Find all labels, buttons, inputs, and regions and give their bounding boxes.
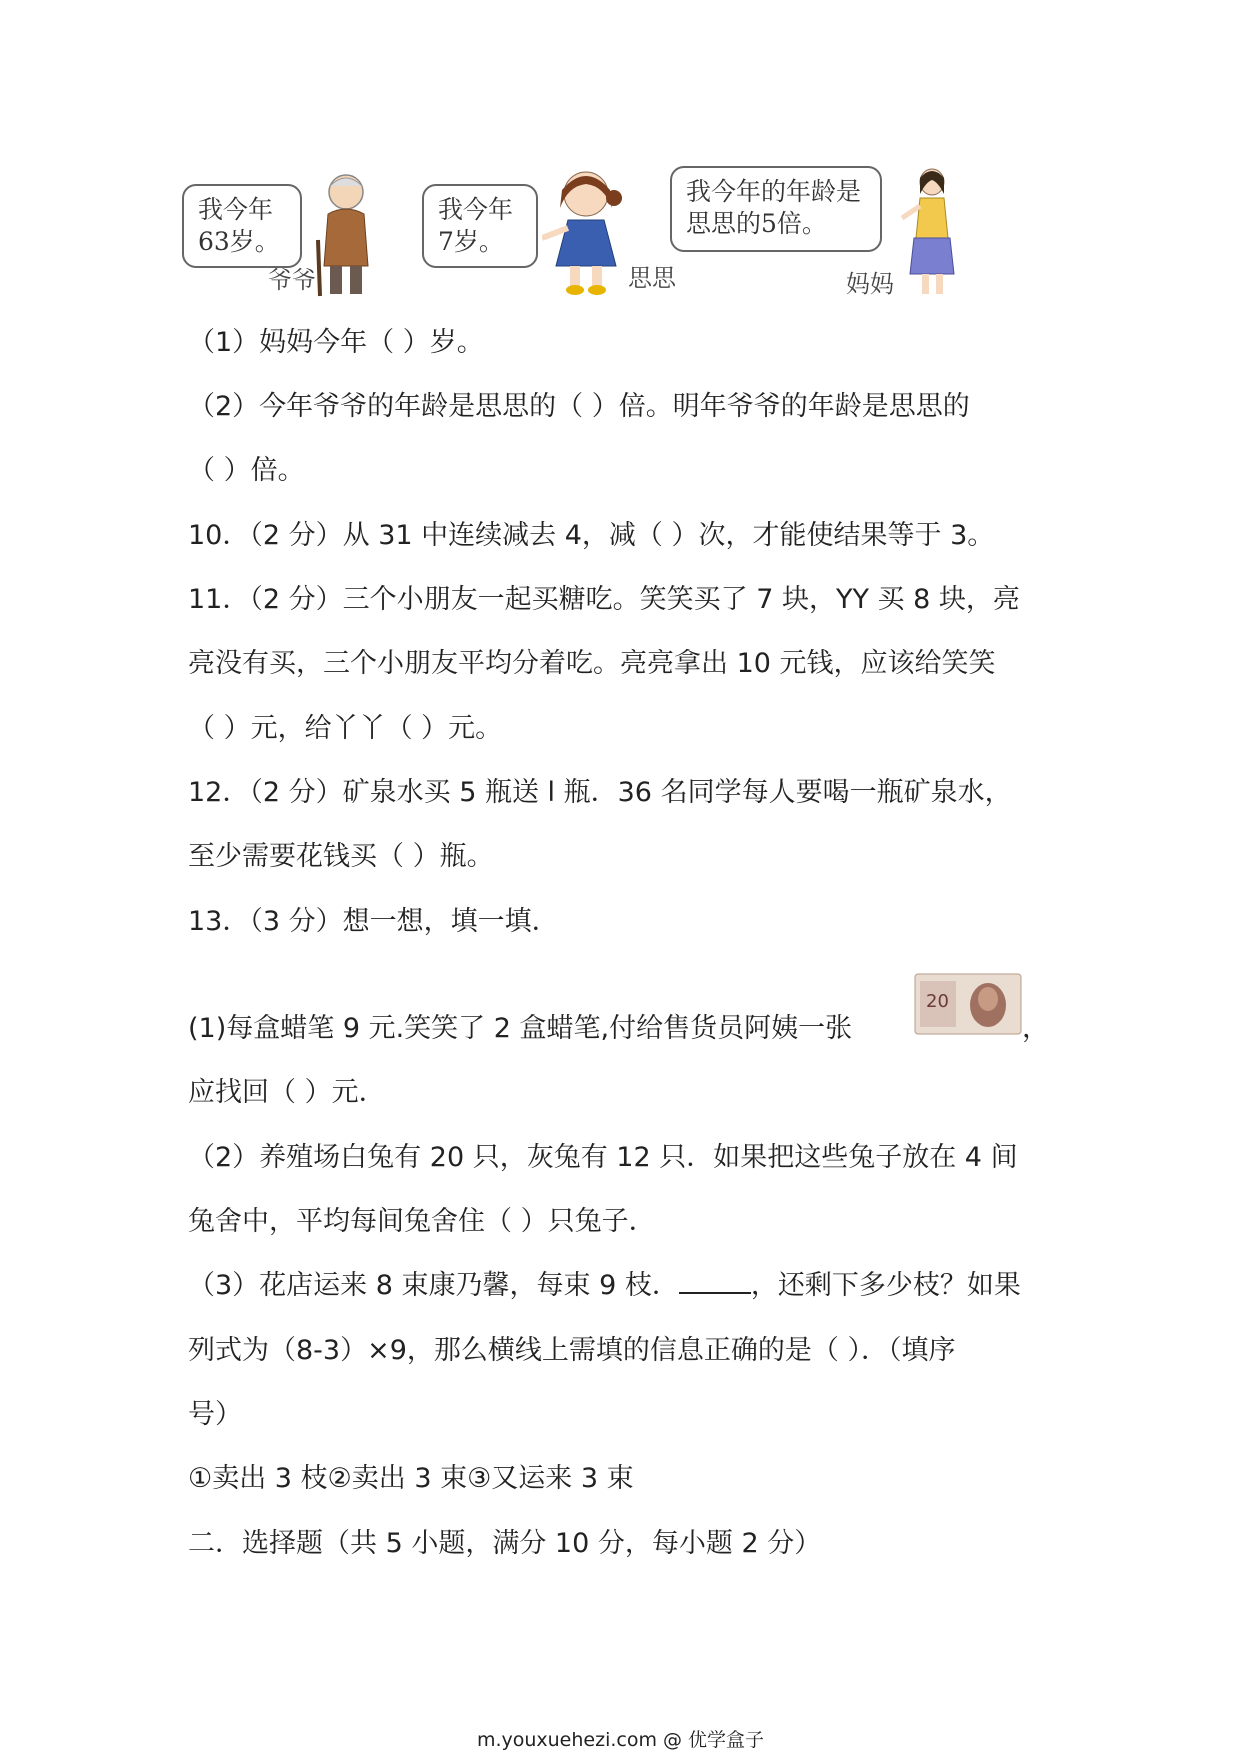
fill-in-blank-line (679, 1266, 751, 1294)
q13-part1-comma: ， (1022, 1013, 1049, 1044)
grandpa-speech-bubble (182, 184, 302, 268)
q13-options: ①卖出 3 枝②卖出 3 束③又运来 3 束 (188, 1463, 634, 1494)
q9-part2-cont: （ ）倍。 (188, 455, 305, 486)
q11-line1: 11．（2 分）三个小朋友一起买糖吃。笑笑买了 7 块，YY 买 8 块，亮 (188, 584, 1020, 615)
illustration (190, 160, 990, 300)
q13-part2-line1: （2）养殖场白兔有 20 只，灰兔有 12 只．如果把这些兔子放在 4 间 (188, 1142, 1018, 1173)
mom-speech-bubble (670, 166, 882, 252)
sisi-bubble-line-2: 7岁。 (438, 227, 504, 256)
grandpa-bubble-line-2: 63岁。 (198, 227, 280, 256)
grandpa-bubble-line-1: 我今年 (198, 195, 274, 224)
q10: 10．（2 分）从 31 中连续减去 4，减（ ）次，才能使结果等于 3。 (188, 520, 995, 551)
section-two-heading: 二．选择题（共 5 小题，满分 10 分，每小题 2 分） (188, 1528, 822, 1559)
page-footer: m.youxuehezi.com @ 优学盒子 (476, 1729, 765, 1751)
mom-label: 妈妈 (846, 270, 894, 298)
grandpa-label: 爷爷 (268, 266, 316, 294)
q13-part3-text-b: ，还剩下多少枝？如果 (750, 1270, 1021, 1301)
sisi-bubble-line-1: 我今年 (438, 195, 514, 224)
q13-part3-line2: 列式为（8-3）×9，那么横线上需填的信息正确的是（ ）．（填序 (188, 1335, 956, 1366)
banknote-value: 20 (926, 991, 949, 1012)
q13-part1: (1)每盒蜡笔 9 元.笑笑了 2 盒蜡笔,付给售货员阿姨一张 (188, 1013, 853, 1044)
q13-part3-text-a: （3）花店运来 8 束康乃馨，每束 9 枝． (188, 1270, 679, 1301)
q12-line2: 至少需要花钱买（ ）瓶。 (188, 841, 494, 872)
q13-title: 13．（3 分）想一想，填一填． (188, 906, 559, 937)
q13-part3-line3: 号） (188, 1399, 242, 1430)
q12-line1: 12．（2 分）矿泉水买 5 瓶送 l 瓶．36 名同学每人要喝一瓶矿泉水， (188, 777, 1012, 808)
mom-bubble-line-2: 思思的5倍。 (686, 209, 827, 238)
sisi-label: 思思 (628, 264, 676, 292)
q13-part1-cont: 应找回（ ）元． (188, 1077, 386, 1108)
q9-part1: （1）妈妈今年（ ）岁。 (188, 327, 484, 358)
q13-part2-line2: 兔舍中，平均每间兔舍住（ ）只兔子． (188, 1206, 656, 1237)
q11-line2: 亮没有买，三个小朋友平均分着吃。亮亮拿出 10 元钱，应该给笑笑 (188, 648, 996, 679)
banknote-20-icon (914, 973, 1022, 1035)
q9-part2: （2）今年爷爷的年龄是思思的（ ）倍。明年爷爷的年龄是思思的 (188, 391, 970, 422)
mom-bubble-line-1: 我今年的年龄是 (686, 177, 862, 206)
q11-line3: （ ）元，给丫丫（ ）元。 (188, 713, 503, 744)
q13-part3-line1 (188, 1266, 1021, 1306)
sisi-speech-bubble (422, 184, 538, 268)
sisi-figure-icon (542, 168, 632, 296)
grandpa-figure-icon (306, 170, 386, 300)
mom-figure-icon (898, 166, 968, 300)
